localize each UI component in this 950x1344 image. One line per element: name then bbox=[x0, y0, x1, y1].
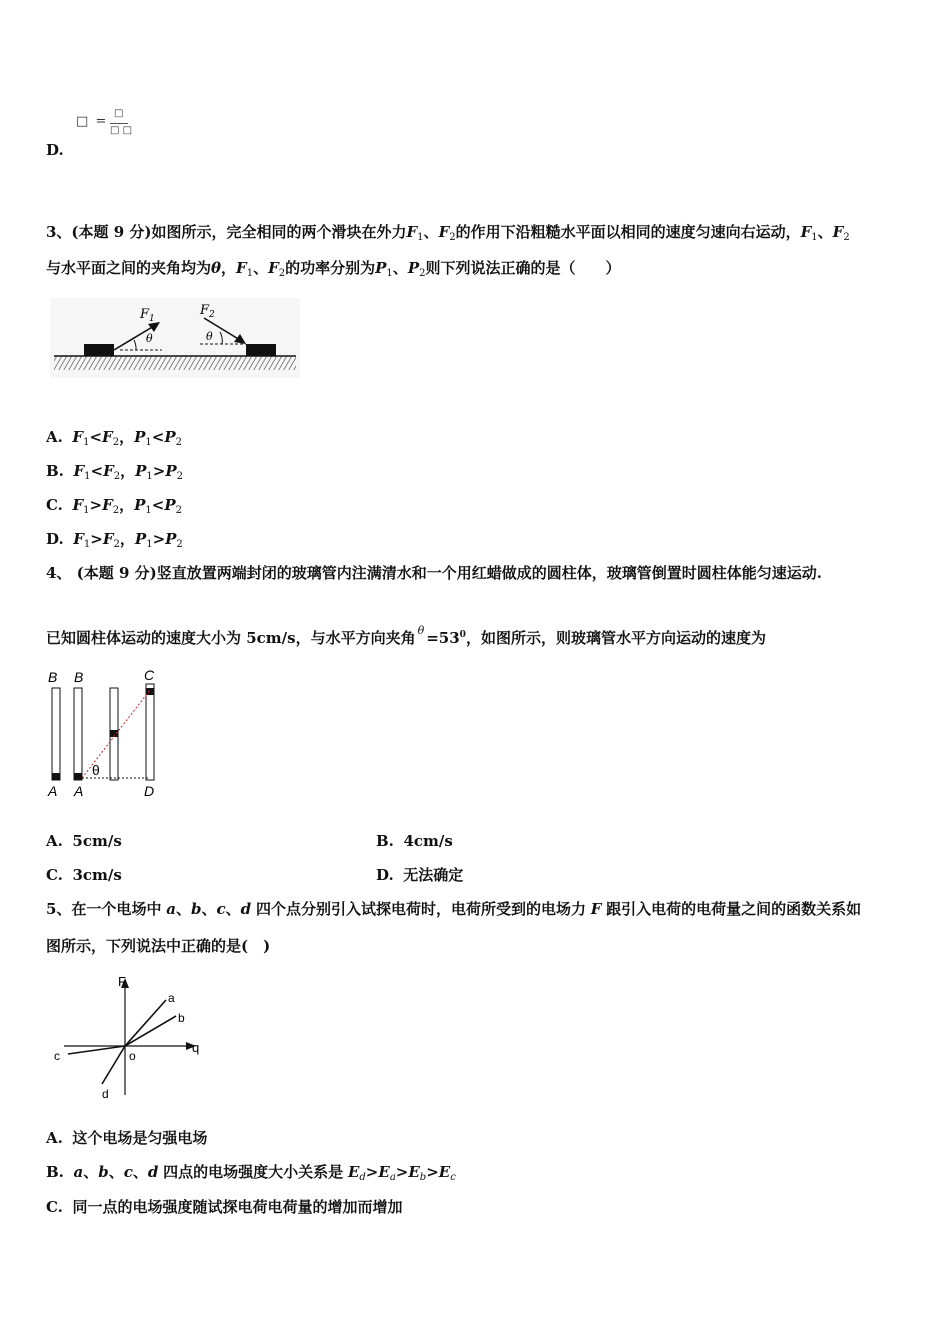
sym: P bbox=[164, 428, 176, 446]
block-1 bbox=[84, 344, 114, 356]
q3-text-2: 的作用下沿粗糙水平面以相同的速度匀速向右运动， bbox=[455, 223, 801, 241]
option-label: C. bbox=[46, 1198, 63, 1216]
option-label: B. bbox=[376, 832, 394, 850]
sep: 、 bbox=[253, 259, 269, 277]
sym: E bbox=[347, 1163, 360, 1181]
sym: F bbox=[102, 530, 114, 548]
q5-stem-line2 bbox=[46, 936, 270, 956]
rel: > bbox=[395, 1163, 409, 1181]
formula-denominator: □ □ bbox=[110, 125, 133, 136]
sub: 2 bbox=[112, 437, 120, 448]
label-f: F bbox=[118, 974, 126, 989]
label-theta-1: θ bbox=[146, 332, 153, 345]
sym: P bbox=[407, 259, 420, 277]
q4-stem-line2 bbox=[46, 625, 766, 650]
option-text: 4cm/s bbox=[403, 832, 453, 850]
sub: 2 bbox=[112, 505, 120, 516]
q3-stem-line1 bbox=[46, 222, 850, 248]
label-o: o bbox=[129, 1049, 136, 1063]
q4-option-b bbox=[376, 831, 453, 851]
sym: F bbox=[73, 462, 85, 480]
formula-fragment bbox=[76, 114, 109, 129]
sub: 2 bbox=[175, 505, 182, 516]
sep: 、 bbox=[83, 1163, 99, 1181]
sub: 2 bbox=[175, 437, 182, 448]
option-label: C. bbox=[46, 496, 63, 514]
sep: 、 bbox=[423, 223, 439, 241]
sym: F bbox=[800, 223, 812, 241]
sub: b bbox=[419, 1172, 427, 1183]
sym: F bbox=[73, 530, 84, 548]
sym: a bbox=[73, 1163, 84, 1181]
t: 1 bbox=[149, 314, 155, 324]
wax-1 bbox=[52, 773, 60, 780]
label-a1: A bbox=[48, 783, 58, 799]
sep: ， bbox=[221, 259, 237, 277]
t: 2 bbox=[209, 310, 215, 320]
q3-figure bbox=[50, 298, 300, 378]
wax-2 bbox=[74, 773, 82, 780]
sym: c bbox=[216, 900, 226, 918]
sym: P bbox=[135, 462, 147, 480]
q3-option-a bbox=[46, 427, 182, 453]
sym: d bbox=[147, 1163, 159, 1181]
q5-text-1: 5、在一个电场中 bbox=[46, 900, 162, 918]
sub: 2 bbox=[176, 471, 183, 482]
q3-option-d bbox=[46, 529, 183, 555]
label-theta-2: θ bbox=[206, 330, 213, 343]
rel: < bbox=[89, 428, 103, 446]
label-a: a bbox=[168, 991, 175, 1005]
sym: P bbox=[165, 530, 177, 548]
sub: 2 bbox=[278, 268, 286, 279]
q5-stem-line1 bbox=[46, 899, 861, 919]
sym: F bbox=[103, 462, 114, 480]
option-label: B. bbox=[46, 1163, 64, 1181]
q2-option-d bbox=[46, 140, 64, 160]
q3-text-5: 则下列说法正确的是（ ） bbox=[425, 259, 621, 277]
option-label: C. bbox=[46, 866, 63, 884]
option-text: 5cm/s bbox=[72, 832, 122, 850]
q5-figure bbox=[50, 970, 210, 1105]
sub: 1 bbox=[146, 471, 153, 482]
q3-option-c bbox=[46, 495, 182, 521]
option-label: D. bbox=[46, 141, 64, 159]
rel: > bbox=[365, 1163, 379, 1181]
sym: F bbox=[236, 259, 247, 277]
sym: P bbox=[165, 462, 177, 480]
sym: a bbox=[166, 900, 176, 918]
rel: < bbox=[151, 428, 165, 446]
sub: 1 bbox=[83, 505, 90, 516]
sep: 、 bbox=[132, 1163, 148, 1181]
q5-option-c bbox=[46, 1197, 402, 1217]
sym: P bbox=[134, 428, 146, 446]
t: F bbox=[200, 303, 210, 318]
sep: ， bbox=[119, 530, 135, 548]
line-c bbox=[68, 1046, 125, 1054]
q5-option-a bbox=[46, 1128, 207, 1148]
sym: F bbox=[438, 223, 450, 241]
q4-text-2: 已知圆柱体运动的速度大小为 5cm/s，与水平方向夹角 bbox=[46, 629, 416, 647]
label-theta: θ bbox=[92, 762, 100, 778]
q3-option-b bbox=[46, 461, 183, 487]
sym: P bbox=[134, 530, 147, 548]
label-b: b bbox=[178, 1011, 185, 1025]
sym: c bbox=[123, 1163, 133, 1181]
q4-option-a bbox=[46, 831, 122, 851]
sym: P bbox=[134, 496, 146, 514]
sub: 2 bbox=[843, 232, 850, 243]
sub: 1 bbox=[386, 268, 393, 279]
q4-text-3: =53 bbox=[426, 629, 460, 647]
sym: θ bbox=[211, 259, 222, 277]
label-q: q bbox=[192, 1040, 200, 1055]
sym: F bbox=[72, 428, 84, 446]
rel: > bbox=[426, 1163, 439, 1181]
q4-text-1: 4、 (本题 9 分)竖直放置两端封闭的玻璃管内注满清水和一个用红蜡做成的圆柱体，玻璃管倒置时圆柱体能匀速运动. bbox=[46, 564, 822, 582]
q5-option-b bbox=[46, 1162, 456, 1188]
fraction-bar bbox=[110, 123, 128, 124]
label-b2: B bbox=[74, 669, 84, 685]
wax-4 bbox=[146, 688, 154, 695]
q5-text-4: 图所示，下列说法中正确的是( ) bbox=[46, 937, 271, 955]
option-label: A. bbox=[46, 832, 63, 850]
rel: > bbox=[152, 530, 166, 548]
tube-2 bbox=[74, 688, 82, 780]
option-label: A. bbox=[46, 428, 63, 446]
sep: 、 bbox=[201, 900, 217, 918]
sym: P bbox=[164, 496, 176, 514]
sub: 1 bbox=[83, 539, 91, 550]
sub: 2 bbox=[113, 539, 120, 550]
formula-numerator: □ bbox=[114, 108, 124, 119]
sub: 1 bbox=[417, 232, 424, 243]
sub: 1 bbox=[145, 437, 152, 448]
sep: 、 bbox=[817, 223, 833, 241]
sub: 2 bbox=[113, 471, 121, 482]
sub: 2 bbox=[176, 539, 183, 550]
tube-1 bbox=[52, 688, 60, 780]
sub: 1 bbox=[84, 471, 91, 482]
option-label: D. bbox=[376, 866, 394, 884]
sym: F bbox=[406, 223, 418, 241]
theta-symbol: θ bbox=[417, 624, 425, 637]
degree: 0 bbox=[459, 630, 466, 640]
sub: d bbox=[359, 1172, 366, 1183]
sep: 、 bbox=[175, 900, 191, 918]
sym: F bbox=[72, 496, 84, 514]
label-b1: B bbox=[48, 669, 58, 685]
sub: 1 bbox=[811, 232, 818, 243]
sub: 2 bbox=[419, 268, 426, 279]
q3-text-3: 与水平面之间的夹角均为 bbox=[46, 259, 212, 277]
label-c: c bbox=[54, 1049, 60, 1063]
q4-option-c bbox=[46, 865, 122, 885]
t: F bbox=[140, 307, 150, 322]
sep: ， bbox=[119, 496, 135, 514]
sym: b bbox=[190, 900, 202, 918]
sep: 、 bbox=[392, 259, 408, 277]
line-b bbox=[125, 1016, 176, 1046]
option-label: A. bbox=[46, 1129, 63, 1147]
label-d: D bbox=[144, 783, 155, 799]
option-text: 无法确定 bbox=[403, 866, 464, 884]
sub: a bbox=[389, 1172, 396, 1183]
sym: F bbox=[268, 259, 279, 277]
sub: 1 bbox=[145, 505, 152, 516]
sym: F bbox=[832, 223, 844, 241]
option-text: 四点的电场强度大小关系是 bbox=[163, 1163, 344, 1181]
sym: E bbox=[438, 1163, 451, 1181]
line-a bbox=[125, 1000, 166, 1046]
q5-text-2: 四个点分别引入试探电荷时，电荷所受到的电场力 bbox=[255, 900, 586, 918]
sym: E bbox=[378, 1163, 390, 1181]
sym: d bbox=[240, 900, 252, 918]
sep: 、 bbox=[225, 900, 241, 918]
formula-eq: = bbox=[95, 114, 107, 129]
sep: ， bbox=[120, 462, 136, 480]
label-d: d bbox=[102, 1087, 109, 1101]
sub: 1 bbox=[83, 437, 90, 448]
rel: > bbox=[89, 496, 103, 514]
option-label: B. bbox=[46, 462, 64, 480]
q3-text-4: 的功率分别为 bbox=[285, 259, 376, 277]
rel: < bbox=[151, 496, 165, 514]
tube-4 bbox=[146, 684, 154, 780]
q3-stem-line2 bbox=[46, 258, 620, 284]
sub: c bbox=[450, 1172, 456, 1183]
sub: 1 bbox=[146, 539, 153, 550]
q4-figure bbox=[44, 668, 174, 802]
q4-text-4: ，如图所示，则玻璃管水平方向运动的速度为 bbox=[465, 629, 766, 647]
sym: F bbox=[102, 496, 113, 514]
q3-text-1: 3、(本题 9 分)如图所示，完全相同的两个滑块在外力 bbox=[46, 223, 407, 241]
formula-lhs: □ bbox=[76, 114, 89, 129]
rel: < bbox=[90, 462, 104, 480]
option-text: 同一点的电场强度随试探电荷电荷量的增加而增加 bbox=[72, 1198, 403, 1216]
sym: E bbox=[408, 1163, 420, 1181]
q4-stem-line1 bbox=[46, 563, 822, 583]
sep: 、 bbox=[108, 1163, 124, 1181]
option-text: 这个电场是匀强电场 bbox=[72, 1129, 208, 1147]
option-label: D. bbox=[46, 530, 64, 548]
q4-option-d bbox=[376, 865, 463, 885]
sym: b bbox=[98, 1163, 109, 1181]
ground-hatch bbox=[54, 356, 296, 370]
sub: 2 bbox=[449, 232, 456, 243]
sym: P bbox=[375, 259, 387, 277]
sym: F bbox=[102, 428, 113, 446]
label-a2: A bbox=[74, 783, 84, 799]
block-2 bbox=[246, 344, 276, 356]
option-text: 3cm/s bbox=[72, 866, 122, 884]
rel: > bbox=[90, 530, 103, 548]
q5-text-3: 跟引入电荷的电荷量之间的函数关系如 bbox=[606, 900, 862, 918]
sub: 1 bbox=[246, 268, 254, 279]
rel: > bbox=[152, 462, 166, 480]
label-c: C bbox=[144, 668, 155, 683]
sym: F bbox=[590, 900, 602, 918]
line-d bbox=[102, 1046, 125, 1084]
sep: ， bbox=[119, 428, 135, 446]
